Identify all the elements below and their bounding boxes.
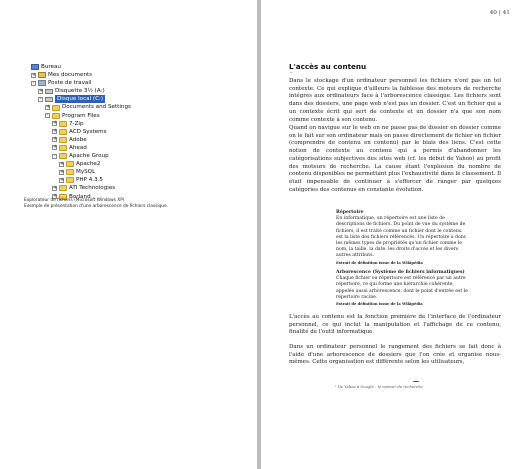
collapse-toggle-icon[interactable]: - — [39, 95, 42, 102]
tree-item-label: Documents and Settings — [62, 104, 131, 111]
folder-icon — [59, 129, 67, 135]
definition-arborescence — [336, 270, 469, 307]
tree-item[interactable] — [24, 87, 131, 95]
tree-item-label: Mes documents — [48, 72, 93, 79]
tree-item-label: Program Files — [62, 112, 100, 119]
tree-item-label: 7-Zip — [69, 120, 84, 127]
tree-item[interactable] — [24, 103, 131, 111]
expand-toggle-icon[interactable]: + — [53, 136, 58, 143]
hard-drive-icon — [45, 97, 53, 102]
tree-item[interactable] — [24, 95, 131, 103]
right-page — [261, 0, 520, 469]
tree-item[interactable] — [24, 128, 131, 136]
definition-title: Répertoire — [336, 210, 364, 215]
expand-toggle-icon[interactable]: + — [53, 193, 58, 200]
folder-icon — [59, 145, 67, 151]
expand-toggle-icon[interactable]: + — [53, 144, 58, 151]
folder-icon — [52, 105, 60, 111]
explorer-tree — [24, 63, 131, 201]
tree-item-label: ATI Technologies — [69, 185, 116, 192]
folder-icon — [59, 137, 67, 143]
tree-item[interactable] — [24, 136, 131, 144]
expand-toggle-icon[interactable]: + — [53, 184, 58, 191]
definition-source: Extrait de définition issue de la Wikipédia — [336, 302, 423, 307]
tree-item-label: Apache2 — [76, 161, 101, 168]
folder-icon — [66, 161, 74, 167]
caption-line-1: Explorateur de fichiers (Microsoft Windows XP) — [24, 198, 125, 203]
expand-toggle-icon — [24, 65, 29, 70]
figure-caption — [24, 198, 204, 209]
tree-item[interactable] — [24, 63, 131, 71]
tree-item[interactable] — [24, 160, 131, 168]
tree-item[interactable] — [24, 79, 131, 87]
tree-item-label: Ahead — [69, 144, 87, 151]
desktop-icon — [31, 64, 39, 70]
tree-item[interactable] — [24, 168, 131, 176]
folder-icon — [66, 169, 74, 175]
tree-item[interactable] — [24, 184, 131, 192]
expand-toggle-icon[interactable]: + — [60, 168, 65, 175]
tree-item[interactable] — [24, 144, 131, 152]
paragraph-4: Dans un ordinateur personnel le rangement des fichiers se fait donc à l'aide d'une arborescence de dossiers que l'on crée et organise nous-mêmes. Cette organisation est différente selon les utilisateurs, — [289, 344, 501, 366]
folder-icon — [66, 177, 74, 183]
tree-item-label: Disquette 3½ (A:) — [55, 88, 105, 95]
definition-source: Extrait de définition issue de la Wikipédia — [336, 260, 423, 265]
tree-item[interactable] — [24, 176, 131, 184]
paragraph-1: Dans le stockage d'un ordinateur personnel les fichiers n'ont pas un tel contexte. Ce qui explique d'ailleurs la faiblesse des moteurs de recherche intégrés aux ordinateurs face à l'arborescence classique. Les fichiers sont dans des dossiers, une page web n'est pas un dossier. C'est un fichier qui a un contexte écrit qui sert de contexte et un dossier n'a que son nom comme contexte à son contenu. — [289, 78, 501, 123]
definition-text: Chaque fichier ou répertoire est référencé par un autre répertoire, ce qui forme une hiérarchie cohérente, appelée aussi arborescence, dont le point d'entrée est le répertoire racine. — [336, 276, 468, 300]
folder-icon — [59, 121, 67, 127]
definition-repertoire — [336, 210, 469, 266]
documents-folder-icon — [38, 72, 46, 78]
expand-toggle-icon[interactable]: + — [53, 128, 58, 135]
expand-toggle-icon[interactable]: + — [60, 160, 65, 167]
expand-toggle-icon[interactable]: + — [39, 87, 44, 94]
expand-toggle-icon[interactable]: + — [46, 104, 51, 111]
tree-item-label: MySQL — [76, 169, 96, 176]
tree-item-label: Apache Group — [69, 153, 109, 160]
tree-item-label: PHP 4.3.5 — [76, 177, 103, 184]
footnote-rule — [413, 381, 419, 382]
page-numbers: 40 | 41 — [489, 10, 510, 16]
tree-item-label: Adobe — [69, 136, 87, 143]
tree-item[interactable] — [24, 152, 131, 160]
tree-item-label: Disque local (C:) — [57, 96, 104, 103]
paragraph-3: L'accès au contenu est la fonction première de l'interface de l'ordinateur personnel, ce qui inclut la manipulation et l'affichage de ce contenu, finalité de l'outil informatique. — [289, 314, 501, 336]
paragraph-2: Quand on navigue sur le web on ne passe pas de dossier en dossier comme on le fait sur son ordinateur mais on passe directement de fichier en fichier (comprendre de contenu en contenu) par le biais des liens. C'est cette notion de contexte au contenu qui a permis d'abandonner les catégorisations subjectives des sites web (cf. les début de Yahoo) au profit des moteurs de recherche. La cause étant l'explosion du nombre de contenu disponibles ne permettant plus l'exhaustivité dans le classement. Il était impensable de continuer à s'efforcer de ranger par quelques catégories des contenus en constante évolution. — [289, 125, 501, 193]
expand-toggle-icon[interactable]: + — [60, 176, 65, 183]
tree-item-label: ACD Systems — [69, 128, 107, 135]
expand-toggle-icon[interactable]: + — [53, 120, 58, 127]
definition-text: En informatique, un répertoire est une liste de descriptions de fichiers. Du point de vue du système de fichiers, il est traité comme un fichier dont le contenu est la liste des fichiers référencés. Un répertoire a donc les mêmes types de propriétés qu'un fichier comme le nom, la taille, la date, les droits d'accès et les divers autres attributs. — [336, 216, 467, 259]
tree-item-label: Bureau — [41, 64, 61, 70]
computer-icon — [38, 80, 46, 86]
folder-icon — [59, 185, 67, 191]
heading-dash: – — [290, 70, 293, 76]
caption-line-2: Exemple de présentation d'une arborescence de fichiers classique. — [24, 203, 169, 209]
tree-item-label: Borland — [69, 193, 91, 200]
tree-item[interactable] — [24, 71, 131, 79]
folder-icon — [59, 153, 67, 159]
left-page — [0, 0, 257, 469]
section-heading: L'accès au contenu — [289, 62, 367, 71]
definition-title: Arborescence (Système de fichiers informatiques) — [336, 270, 465, 275]
tree-item[interactable] — [24, 112, 131, 120]
collapse-toggle-icon[interactable]: - — [32, 79, 35, 86]
floppy-drive-icon — [45, 89, 53, 94]
collapse-toggle-icon[interactable]: - — [53, 152, 56, 159]
tree-item[interactable] — [24, 120, 131, 128]
folder-icon — [52, 113, 60, 119]
footnote: ¹ De Yahoo à Google : le moteur de recherche — [335, 384, 423, 389]
expand-toggle-icon[interactable]: + — [32, 71, 37, 78]
tree-item-label: Poste de travail — [48, 80, 92, 87]
collapse-toggle-icon[interactable]: - — [46, 112, 49, 119]
